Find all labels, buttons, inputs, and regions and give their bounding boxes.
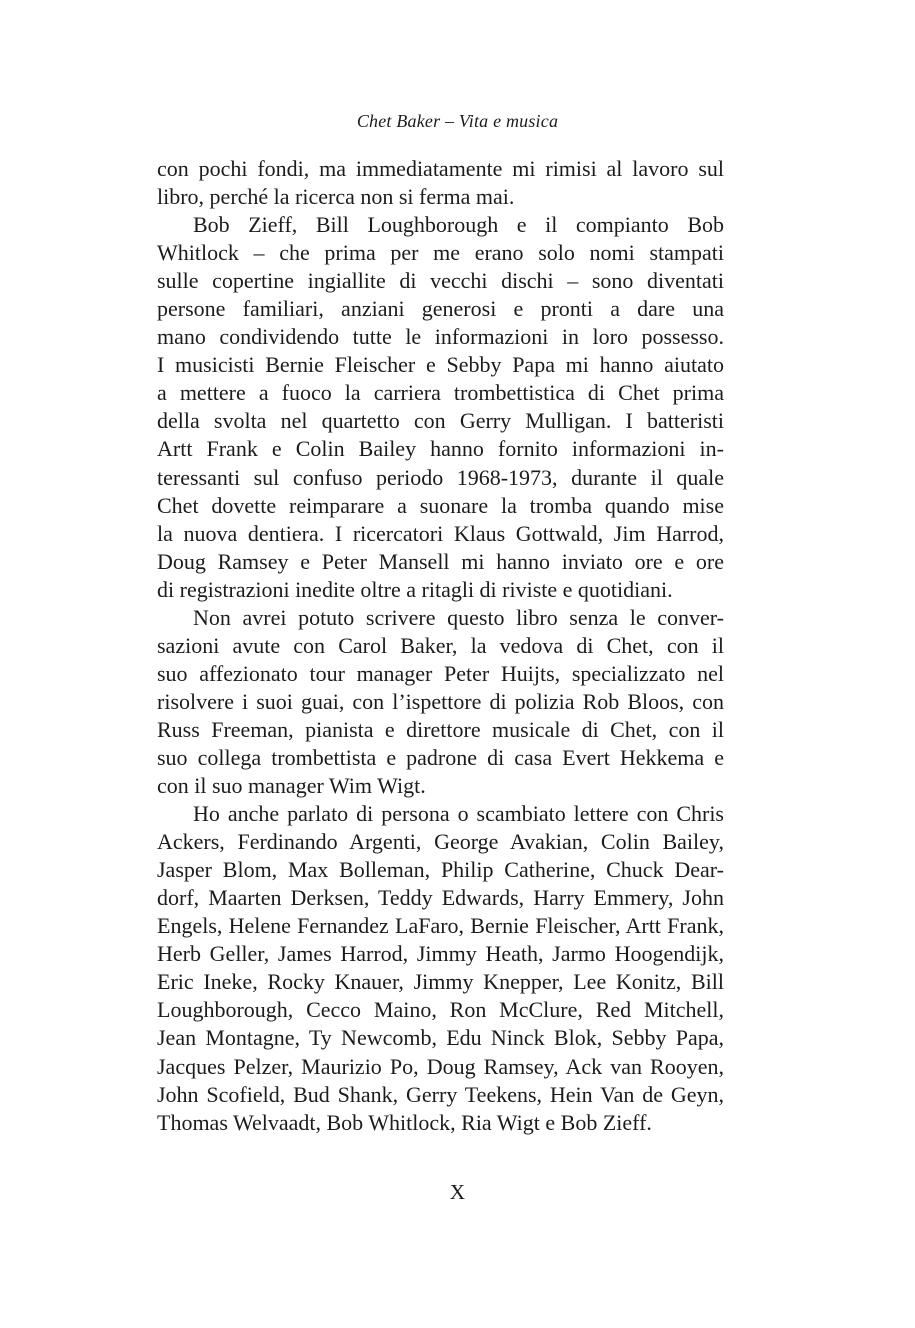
text-line: suo affezionato tour manager Peter Huijts, specializzato nel: [157, 660, 724, 686]
text-line: a mettere a fuoco la carriera trombettistica di Chet prima: [157, 380, 724, 406]
paragraph: [157, 800, 724, 1137]
text-line: Bob Zieff, Bill Loughborough e il compianto Bob: [193, 212, 724, 238]
text-line: la nuova dentiera. I ricercatori Klaus Gottwald, Jim Harrod,: [157, 520, 724, 546]
text-line: Non avrei potuto scrivere questo libro senza le conver-: [193, 604, 724, 630]
body-text: [157, 155, 724, 1137]
text-line: Doug Ramsey e Peter Mansell mi hanno inviato ore e ore: [157, 548, 724, 574]
text-line: sulle copertine ingiallite di vecchi dischi – sono diventati: [157, 268, 724, 294]
text-line: mano condividendo tutte le informazioni in loro possesso.: [157, 324, 724, 350]
text-line: Herb Geller, James Harrod, Jimmy Heath, Jarmo Hoogendijk,: [157, 941, 724, 967]
text-line: con il suo manager Wim Wigt.: [157, 773, 426, 799]
page-number: X: [449, 1180, 466, 1204]
text-line: Loughborough, Cecco Maino, Ron McClure, Red Mitchell,: [157, 997, 724, 1023]
paragraph: [157, 604, 724, 800]
text-line: suo collega trombettista e padrone di casa Evert Hekkema e: [157, 744, 724, 770]
paragraph: [157, 211, 724, 604]
text-line: persone familiari, anziani generosi e pronti a dare una: [157, 296, 724, 322]
text-line: Engels, Helene Fernandez LaFaro, Bernie Fleischer, Artt Frank,: [157, 913, 724, 939]
paragraph: [157, 155, 724, 211]
text-line: risolvere i suoi guai, con l’ispettore di polizia Rob Bloos, con: [157, 688, 724, 714]
text-line: Chet dovette reimparare a suonare la tromba quando mise: [157, 492, 724, 518]
text-line: Jean Montagne, Ty Newcomb, Edu Ninck Blok, Sebby Papa,: [157, 1025, 724, 1051]
text-line: di registrazioni inedite oltre a ritagli di riviste e quotidiani.: [157, 576, 673, 602]
text-line: Russ Freeman, pianista e direttore musicale di Chet, con il: [157, 716, 724, 742]
text-line: Ho anche parlato di persona o scambiato lettere con Chris: [193, 801, 724, 827]
text-line: Jasper Blom, Max Bolleman, Philip Catherine, Chuck Dear-: [157, 857, 724, 883]
text-line: della svolta nel quartetto con Gerry Mulligan. I batteristi: [157, 408, 724, 434]
text-line: Jacques Pelzer, Maurizio Po, Doug Ramsey, Ack van Rooyen,: [157, 1053, 724, 1079]
text-line: Artt Frank e Colin Bailey hanno fornito informazioni in-: [157, 436, 724, 462]
text-line: John Scofield, Bud Shank, Gerry Teekens, Hein Van de Geyn,: [157, 1081, 724, 1107]
text-line: Whitlock – che prima per me erano solo nomi stampati: [157, 240, 724, 266]
text-line: sazioni avute con Carol Baker, la vedova di Chet, con il: [157, 632, 724, 658]
text-line: libro, perché la ricerca non si ferma mai.: [157, 184, 515, 210]
text-line: teressanti sul confuso periodo 1968-1973, durante il quale: [157, 464, 724, 490]
running-head: Chet Baker – Vita e musica: [356, 111, 559, 131]
text-line: I musicisti Bernie Fleischer e Sebby Papa mi hanno aiutato: [157, 352, 724, 378]
text-line: Thomas Welvaadt, Bob Whitlock, Ria Wigt e Bob Zieff.: [157, 1109, 652, 1135]
text-line: Eric Ineke, Rocky Knauer, Jimmy Knepper, Lee Konitz, Bill: [157, 969, 724, 995]
text-line: Ackers, Ferdinando Argenti, George Avakian, Colin Bailey,: [157, 829, 724, 855]
text-line: dorf, Maarten Derksen, Teddy Edwards, Harry Emmery, John: [157, 885, 724, 911]
text-line: con pochi fondi, ma immediatamente mi rimisi al lavoro sul: [157, 156, 724, 181]
